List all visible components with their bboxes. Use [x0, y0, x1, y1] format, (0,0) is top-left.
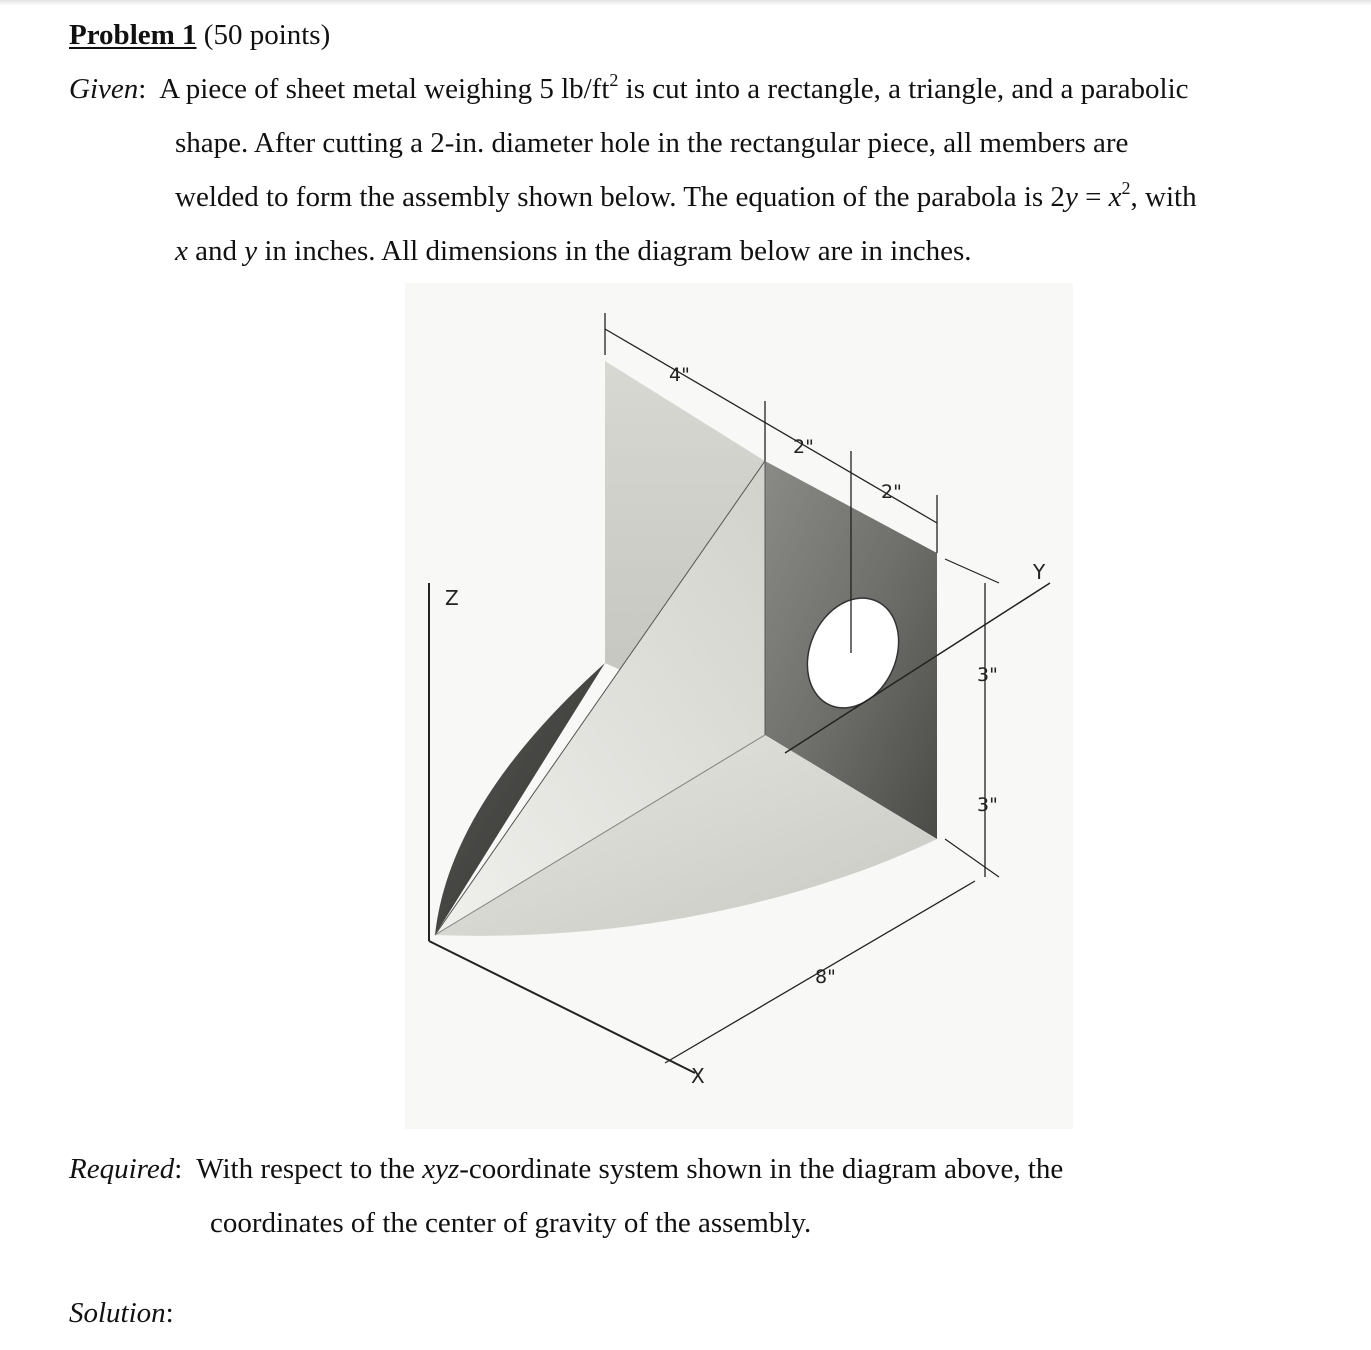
problem-heading — [69, 18, 330, 52]
given-text: in inches. All dimensions in the diagram below are in inches. — [257, 235, 972, 267]
problem-points: (50 points) — [203, 19, 331, 51]
required-line-1: Required: With respect to the xyz-coordinate system shown in the diagram above, the — [69, 1153, 1064, 1185]
dimension-3b-label: 3" — [977, 794, 998, 816]
solution-line: Solution: — [69, 1297, 174, 1329]
required-text: -coordinate system shown in the diagram above, the — [459, 1153, 1064, 1185]
required-label: Required — [69, 1153, 175, 1185]
dimension-4-label: 4" — [669, 364, 690, 386]
given-text: and — [187, 235, 245, 267]
assembly-diagram — [405, 283, 1073, 1129]
dimension-8-label: 8" — [815, 966, 836, 988]
superscript: 2 — [1121, 178, 1131, 198]
axis-z-label: Z — [445, 586, 459, 610]
given-line-1: Given: A piece of sheet metal weighing 5 $lb/ft^2$ is cut into a rectangle, a triangle, and a parabolic — [69, 70, 1189, 105]
given-label: Given — [69, 73, 139, 105]
dimension-2b-label: 2" — [881, 481, 902, 503]
variable-y: y — [244, 235, 258, 267]
superscript: 2 — [609, 70, 619, 90]
problem-title: Problem 1 — [69, 19, 197, 51]
dimension-2a-label: 2" — [793, 436, 814, 458]
axis-y-label: Y — [1033, 560, 1046, 584]
variable-x: x — [1108, 181, 1122, 213]
top-shadow-bar — [0, 0, 1371, 6]
variable-x: x — [175, 235, 188, 267]
given-line-4 — [175, 234, 972, 268]
variable-xyz: xyz — [422, 1153, 460, 1185]
variable-y: y — [1064, 181, 1078, 213]
required-text: With respect to the — [196, 1153, 423, 1185]
required-line-2: coordinates of the center of gravity of the assembly. — [210, 1207, 812, 1239]
equals-sign: = — [1077, 181, 1109, 213]
given-text: is cut into a rectangle, a triangle, and a parabolic — [618, 73, 1189, 105]
dimension-3a-label: 3" — [977, 664, 998, 686]
given-line-2: shape. After cutting a 2-in. diameter hole in the rectangular piece, all members are — [175, 127, 1129, 159]
given-text: welded to form the assembly shown below. The equation of the parabola is 2 — [175, 181, 1065, 213]
given-text: , with — [1130, 181, 1197, 213]
solution-label: Solution — [69, 1297, 166, 1329]
axis-x-label: X — [691, 1064, 705, 1088]
given-text: A piece of sheet metal weighing 5 lb/ft — [159, 73, 610, 105]
given-line-3 — [175, 180, 1197, 214]
